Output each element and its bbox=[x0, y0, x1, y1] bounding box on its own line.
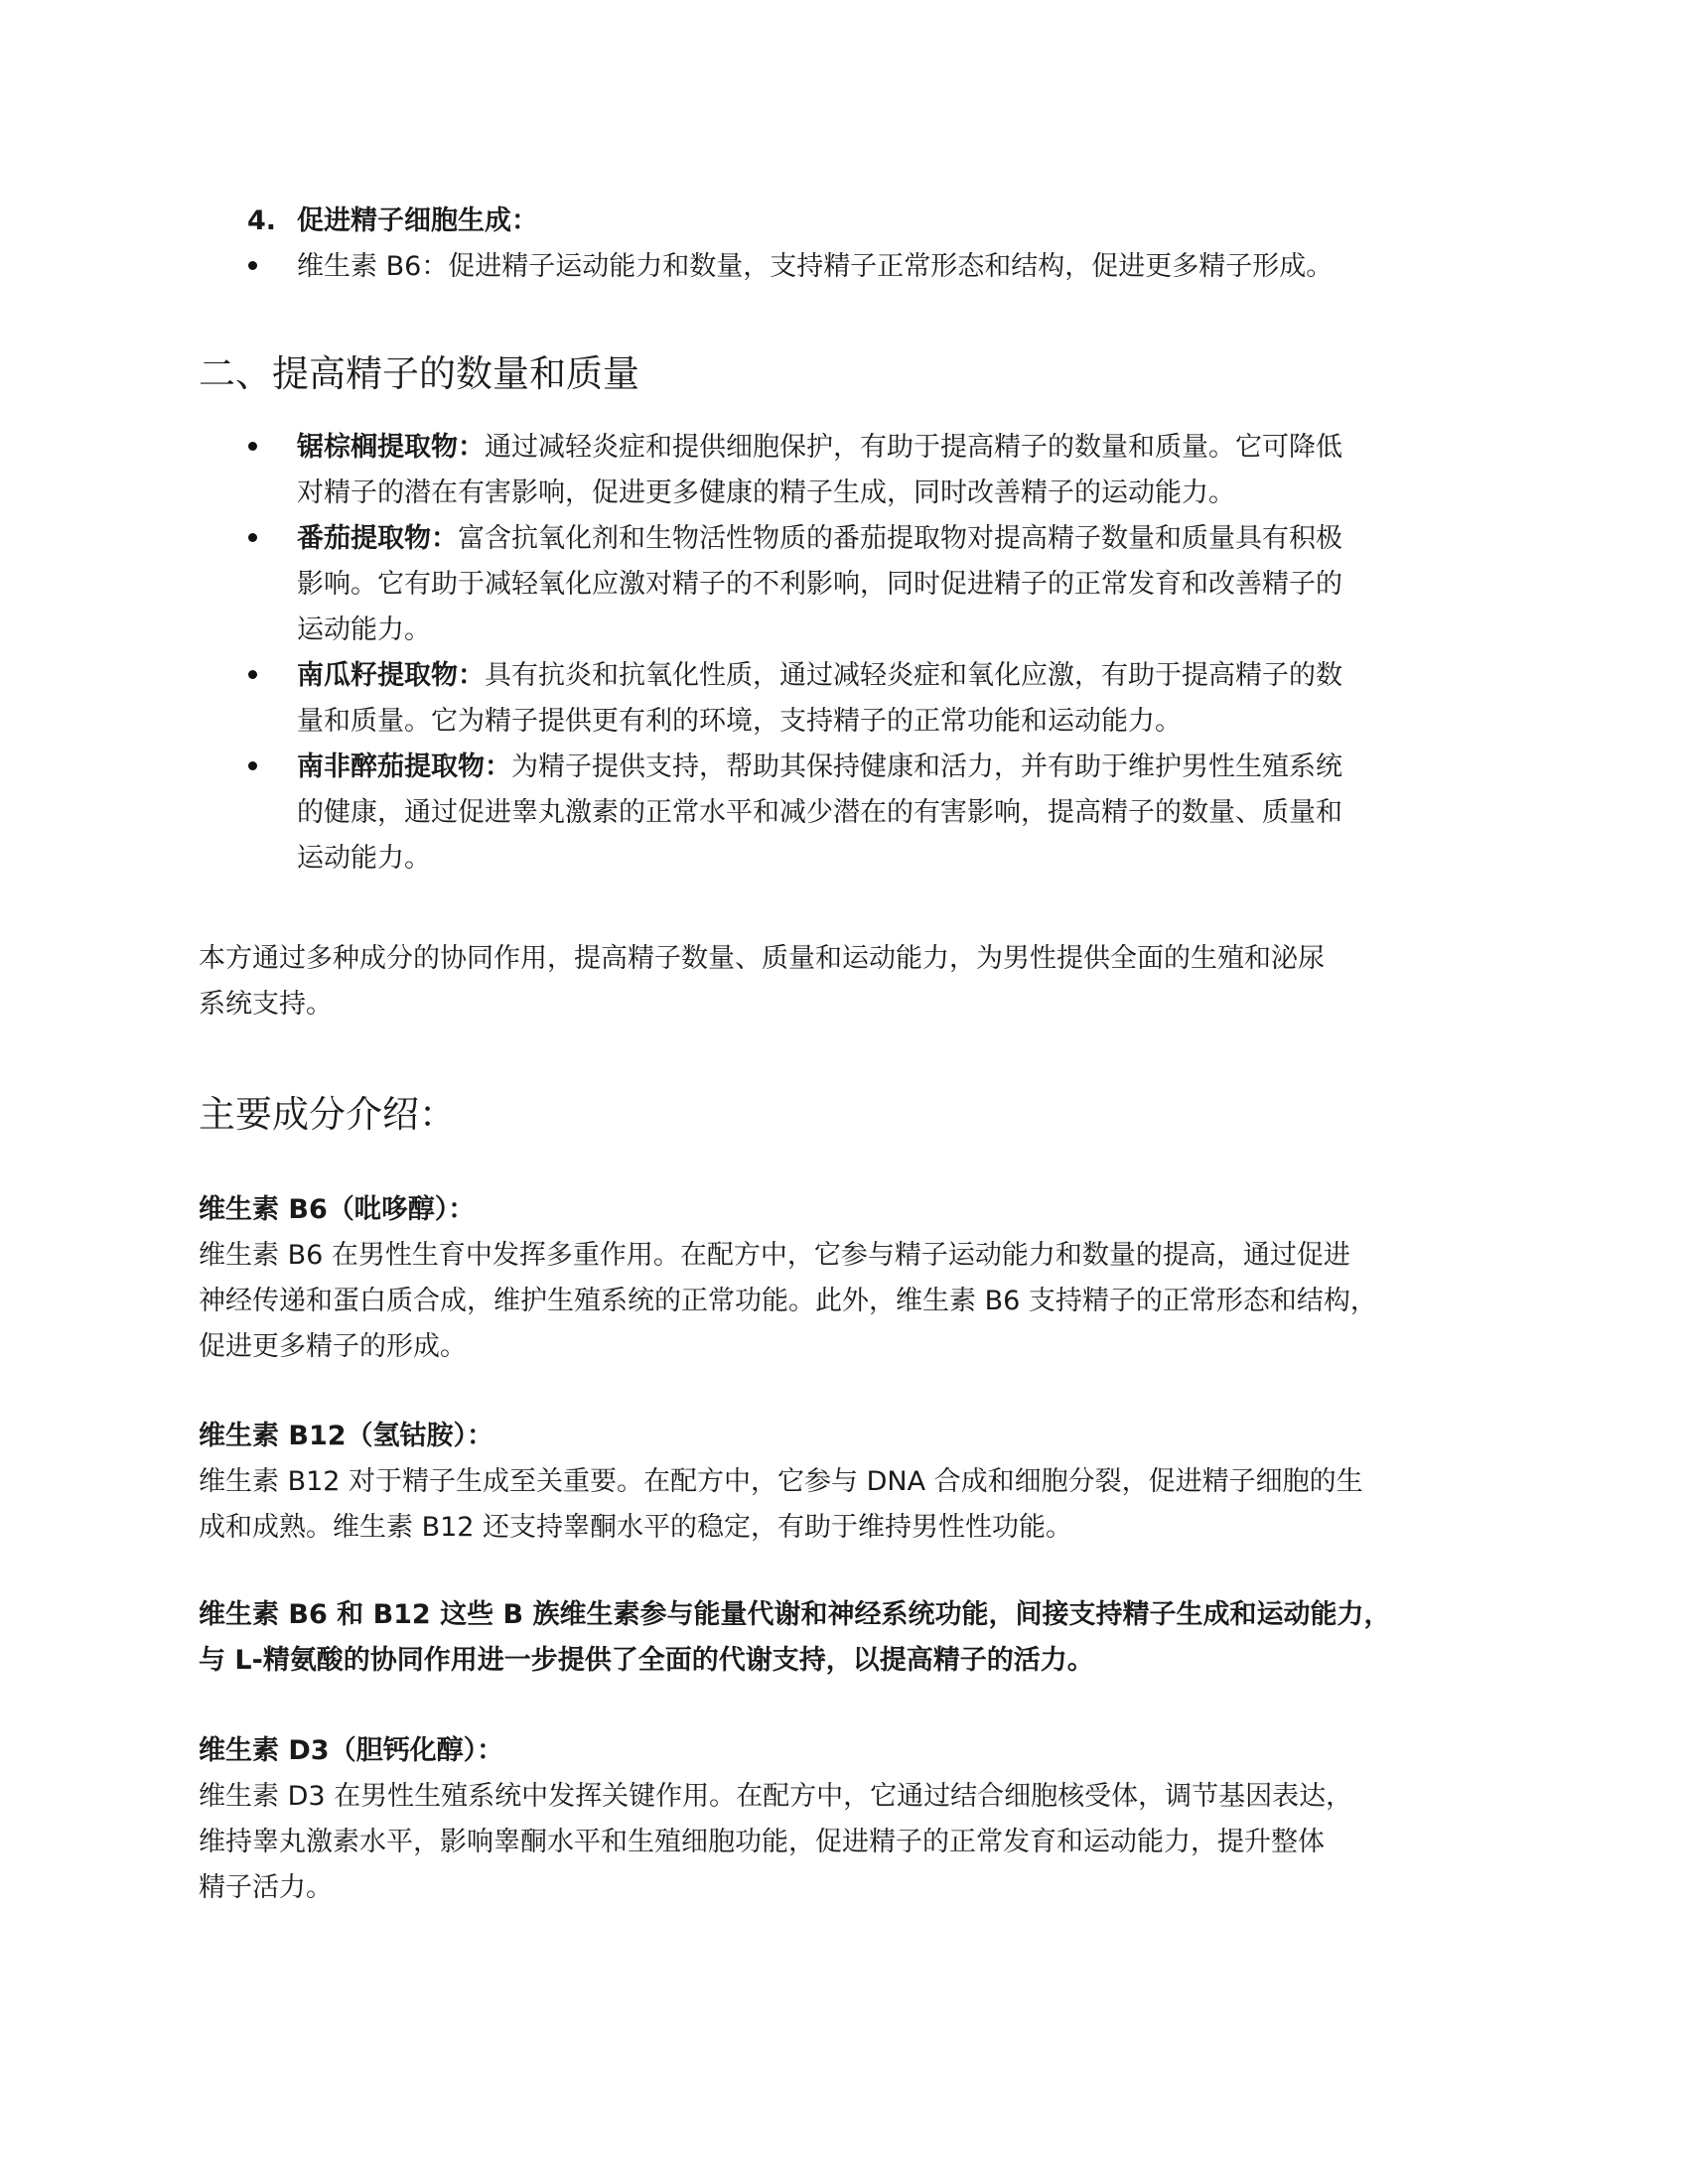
ingredient-line: 维持睾丸激素水平，影响睾酮水平和生殖细胞功能，促进精子的正常发育和运动能力，提升整体 bbox=[199, 1827, 1325, 1857]
ingredients-heading: 主要成分介绍： bbox=[199, 1093, 456, 1136]
bullet-icon bbox=[248, 261, 257, 270]
list-item bbox=[297, 745, 1342, 790]
summary-line: 本方通过多种成分的协同作用，提高精子数量、质量和运动能力，为男性提供全面的生殖和泌尿 bbox=[199, 943, 1325, 974]
item-line: 影响。它有助于减轻氧化应激对精子的不利影响，同时促进精子的正常发育和改善精子的 bbox=[297, 569, 1342, 600]
item-label: 维生素 B6： bbox=[297, 251, 449, 282]
item-line: 量和质量。它为精子提供更有利的环境，支持精子的正常功能和运动能力。 bbox=[297, 706, 1182, 737]
item-line: 富含抗氧化剂和生物活性物质的番茄提取物对提高精子数量和质量具有积极 bbox=[458, 523, 1342, 554]
item-line: 的健康，通过促进睾丸激素的正常水平和减少潜在的有害影响，提高精子的数量、质量和 bbox=[297, 797, 1342, 828]
b-vitamin-note: 与 L-精氨酸的协同作用进一步提供了全面的代谢支持，以提高精子的活力。 bbox=[199, 1645, 1094, 1676]
item-line: 对精子的潜在有害影响，促进更多健康的精子生成，同时改善精子的运动能力。 bbox=[297, 478, 1235, 508]
item-line: 为精子提供支持，帮助其保持健康和活力，并有助于维护男性生殖系统 bbox=[511, 751, 1342, 782]
ingredient-title: 维生素 B6（吡哆醇）： bbox=[199, 1194, 476, 1225]
ingredient-line: 促进更多精子的形成。 bbox=[199, 1331, 467, 1362]
item-label: 南非醉茄提取物： bbox=[297, 751, 511, 782]
item-line: 通过减轻炎症和提供细胞保护，有助于提高精子的数量和质量。它可降低 bbox=[485, 432, 1342, 463]
ingredient-line: 神经传递和蛋白质合成，维护生殖系统的正常功能。此外，维生素 B6 支持精子的正常形态和结构， bbox=[199, 1286, 1377, 1316]
item-label: 锯棕榈提取物： bbox=[297, 432, 485, 463]
ingredient-line: 维生素 B12 对于精子生成至关重要。在配方中，它参与 DNA 合成和细胞分裂，促进精子细胞的生 bbox=[199, 1466, 1363, 1497]
ingredient-line: 维生素 B6 在男性生育中发挥多重作用。在配方中，它参与精子运动能力和数量的提高，通过促进 bbox=[199, 1240, 1350, 1271]
item-text: 促进精子运动能力和数量，支持精子正常形态和结构，促进更多精子形成。 bbox=[448, 251, 1334, 282]
bullet-icon bbox=[248, 761, 257, 770]
section-heading: 二、提高精子的数量和质量 bbox=[199, 352, 639, 395]
list-item bbox=[297, 244, 1333, 290]
list-number: 4. bbox=[247, 205, 277, 236]
ingredient-line: 成和成熟。维生素 B12 还支持睾酮水平的稳定，有助于维持男性性功能。 bbox=[199, 1512, 1073, 1543]
list-item bbox=[297, 516, 1342, 562]
list-item-title: 促进精子细胞生成： bbox=[297, 205, 538, 236]
item-label: 南瓜籽提取物： bbox=[297, 660, 485, 691]
list-item bbox=[297, 425, 1342, 471]
item-line: 运动能力。 bbox=[297, 614, 431, 645]
list-item bbox=[297, 653, 1342, 699]
ingredient-line: 精子活力。 bbox=[199, 1872, 333, 1903]
ingredient-line: 维生素 D3 在男性生殖系统中发挥关键作用。在配方中，它通过结合细胞核受体，调节基因表达， bbox=[199, 1781, 1353, 1812]
item-line: 运动能力。 bbox=[297, 843, 431, 874]
summary-line: 系统支持。 bbox=[199, 989, 333, 1020]
bullet-icon bbox=[248, 442, 257, 451]
item-label: 番茄提取物： bbox=[297, 523, 458, 554]
item-line: 具有抗炎和抗氧化性质，通过减轻炎症和氧化应激，有助于提高精子的数 bbox=[485, 660, 1342, 691]
bullet-icon bbox=[248, 533, 257, 542]
b-vitamin-note: 维生素 B6 和 B12 这些 B 族维生素参与能量代谢和神经系统功能，间接支持精子生成和运动能力， bbox=[199, 1599, 1391, 1630]
ingredient-title: 维生素 D3（胆钙化醇）： bbox=[199, 1735, 504, 1766]
bullet-icon bbox=[248, 670, 257, 679]
ingredient-title: 维生素 B12（氢钴胺）： bbox=[199, 1421, 494, 1451]
